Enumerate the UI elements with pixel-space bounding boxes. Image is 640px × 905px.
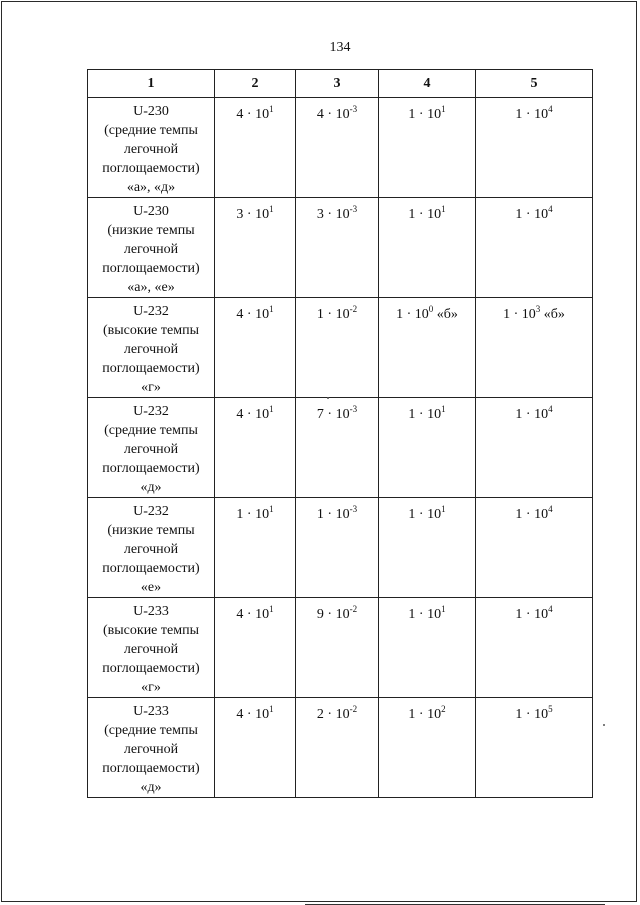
table-body: [88, 98, 593, 798]
nuclide-line: (высокие темпы: [103, 623, 199, 638]
nuclide-line: «г»: [141, 680, 161, 695]
value-cell: [379, 598, 476, 698]
nuclide-line: «г»: [141, 380, 161, 395]
column-header: 2: [215, 70, 296, 98]
value-exponent: -2: [349, 304, 358, 314]
value-cell: [476, 298, 593, 398]
nuclide-line: поглощаемости): [102, 561, 200, 576]
nuclide-line: поглощаемости): [102, 761, 200, 776]
value-cell: [476, 598, 593, 698]
nuclide-line: поглощаемости): [102, 661, 200, 676]
value-cell: [379, 498, 476, 598]
nuclide-cell: [88, 598, 215, 698]
value-mantissa: 1 · 10: [236, 507, 270, 522]
value-cell: [215, 98, 296, 198]
value-exponent: 1: [269, 104, 274, 114]
value-cell: [296, 98, 379, 198]
value-cell: [476, 698, 593, 798]
nuclide-line: (высокие темпы: [103, 323, 199, 338]
value-mantissa: 4 · 10: [236, 707, 270, 722]
value-exponent: 1: [441, 404, 446, 414]
value-exponent: 4: [548, 604, 553, 614]
value-mantissa: 3 · 10: [236, 207, 270, 222]
value-cell: [215, 198, 296, 298]
nuclide-line: U-232: [133, 304, 169, 319]
column-header: 4: [379, 70, 476, 98]
value-exponent: 1: [269, 504, 274, 514]
value-exponent: 1: [441, 604, 446, 614]
value-mantissa: 1 · 10: [408, 107, 442, 122]
nuclide-cell: [88, 298, 215, 398]
value-exponent: -3: [349, 504, 358, 514]
value-exponent: 1: [441, 204, 446, 214]
value-exponent: 1: [269, 404, 274, 414]
nuclide-line: (средние темпы: [104, 123, 198, 138]
column-header: 3: [296, 70, 379, 98]
value-mantissa: 1 · 10: [515, 407, 549, 422]
value-mantissa: 1 · 10: [408, 207, 442, 222]
value-cell: [379, 298, 476, 398]
value-mantissa: 1 · 10: [408, 407, 442, 422]
nuclide-line: «е»: [140, 580, 162, 595]
value-exponent: 4: [548, 404, 553, 414]
value-mantissa: 1 · 10: [408, 507, 442, 522]
column-header: 5: [476, 70, 593, 98]
nuclide-cell: [88, 698, 215, 798]
page-number: 134: [329, 40, 351, 55]
nuclide-line: легочной: [123, 642, 179, 657]
nuclide-line: «а», «д»: [126, 180, 176, 195]
value-exponent: -2: [349, 604, 358, 614]
value-cell: [215, 698, 296, 798]
value-cell: [296, 698, 379, 798]
value-cell: [476, 198, 593, 298]
table-row: [88, 498, 593, 598]
value-cell: [379, 98, 476, 198]
nuclide-line: «д»: [140, 780, 162, 795]
value-cell: [476, 398, 593, 498]
value-exponent: 1: [269, 704, 274, 714]
value-mantissa: 7 · 10: [316, 407, 350, 422]
value-cell: [296, 298, 379, 398]
value-cell: [379, 398, 476, 498]
scan-speck: [327, 397, 329, 399]
value-mantissa: 4 · 10: [316, 107, 350, 122]
value-mantissa: 1 · 10: [503, 307, 536, 322]
nuclide-line: поглощаемости): [102, 261, 200, 276]
value-exponent: 1: [269, 604, 274, 614]
table-row: [88, 198, 593, 298]
nuclide-line: поглощаемости): [102, 161, 200, 176]
table-row: [88, 398, 593, 498]
nuclide-line: легочной: [123, 342, 179, 357]
value-mantissa: 1 · 10: [316, 307, 350, 322]
value-cell: [296, 398, 379, 498]
value-mantissa: 1 · 10: [396, 307, 429, 322]
nuclide-line: U-233: [133, 604, 169, 619]
value-mantissa: 1 · 10: [408, 607, 442, 622]
value-exponent: 1: [441, 104, 446, 114]
value-mantissa: 4 · 10: [236, 407, 270, 422]
value-cell: [215, 598, 296, 698]
value-exponent: 1: [269, 304, 274, 314]
value-mantissa: 1 · 10: [408, 707, 442, 722]
nuclide-line: легочной: [123, 742, 179, 757]
value-exponent: 4: [548, 204, 553, 214]
value-mantissa: 4 · 10: [236, 307, 270, 322]
nuclide-line: U-232: [133, 404, 169, 419]
nuclide-line: U-230: [133, 204, 169, 219]
value-cell: [215, 298, 296, 398]
value-mantissa: 4 · 10: [236, 607, 270, 622]
value-exponent: 1: [441, 504, 446, 514]
nuclide-line: легочной: [123, 442, 179, 457]
nuclide-line: U-233: [133, 704, 169, 719]
nuclide-line: U-232: [133, 504, 169, 519]
value-cell: [379, 698, 476, 798]
value-cell: [296, 498, 379, 598]
value-mantissa: 3 · 10: [316, 207, 350, 222]
value-exponent: 3: [535, 304, 541, 314]
value-exponent: -3: [349, 404, 358, 414]
table-row: [88, 298, 593, 398]
nuclide-cell: [88, 198, 215, 298]
value-note: «б»: [540, 307, 565, 322]
nuclide-cell: [88, 98, 215, 198]
scan-speck: [603, 724, 605, 726]
nuclide-line: поглощаемости): [102, 361, 200, 376]
value-cell: [215, 398, 296, 498]
nuclide-line: поглощаемости): [102, 461, 200, 476]
value-exponent: 4: [548, 504, 553, 514]
value-exponent: 4: [548, 104, 553, 114]
value-mantissa: 1 · 10: [515, 107, 549, 122]
value-cell: [215, 498, 296, 598]
value-cell: [476, 98, 593, 198]
value-exponent: -3: [349, 204, 358, 214]
value-exponent: 1: [269, 204, 274, 214]
value-mantissa: 4 · 10: [236, 107, 270, 122]
value-exponent: 5: [548, 704, 553, 714]
nuclide-cell: [88, 398, 215, 498]
value-cell: [296, 598, 379, 698]
nuclide-line: легочной: [123, 242, 179, 257]
value-exponent: 0: [428, 304, 434, 314]
table-header-row: [88, 70, 593, 98]
nuclide-line: U-230: [133, 104, 169, 119]
table-row: [88, 98, 593, 198]
value-mantissa: 2 · 10: [316, 707, 350, 722]
nuclide-line: легочной: [123, 542, 179, 557]
value-cell: [296, 198, 379, 298]
value-mantissa: 1 · 10: [316, 507, 350, 522]
nuclide-cell: [88, 498, 215, 598]
value-cell: [476, 498, 593, 598]
table-row: [88, 598, 593, 698]
value-exponent: 2: [441, 704, 446, 714]
nuclide-line: легочной: [123, 142, 179, 157]
value-mantissa: 9 · 10: [316, 607, 350, 622]
nuclide-line: «д»: [140, 480, 162, 495]
nuclide-line: «а», «е»: [127, 280, 175, 295]
nuclide-line: (низкие темпы: [107, 523, 195, 538]
value-cell: [379, 198, 476, 298]
data-table: [87, 69, 593, 798]
value-mantissa: 1 · 10: [515, 507, 549, 522]
column-header: 1: [88, 70, 215, 98]
value-mantissa: 1 · 10: [515, 707, 549, 722]
value-exponent: -3: [349, 104, 358, 114]
nuclide-line: (низкие темпы: [107, 223, 195, 238]
nuclide-line: (средние темпы: [104, 423, 198, 438]
value-mantissa: 1 · 10: [515, 207, 549, 222]
value-note: «б»: [433, 307, 458, 322]
value-exponent: -2: [349, 704, 358, 714]
nuclide-line: (средние темпы: [104, 723, 198, 738]
value-mantissa: 1 · 10: [515, 607, 549, 622]
table-row: [88, 698, 593, 798]
